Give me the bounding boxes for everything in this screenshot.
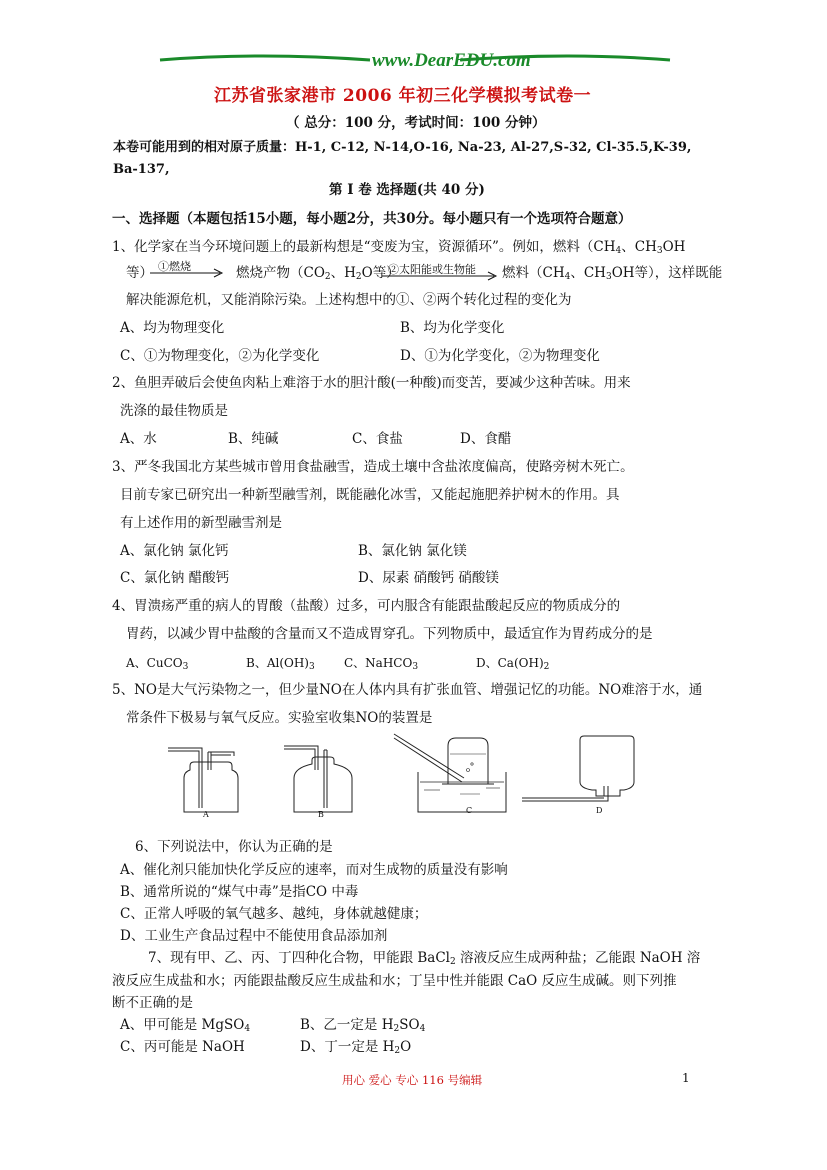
apparatus-a-figure [164, 740, 254, 820]
q4-option-a: A、CuCO$_3$ [126, 656, 189, 672]
q1-line1: 1、化学家在当今环境问题上的最新构想是“变废为宝，资源循环”。例如，燃料（$CH_4$、$CH_3OH$ [112, 239, 686, 256]
q1-line2-mid: 燃烧产物（$CO_2$、$H_2O$等） [236, 265, 400, 282]
apparatus-c-figure [390, 730, 530, 820]
q4-option-b: B、$Al(OH)_3$ [246, 656, 315, 672]
apparatus-b-label: B [318, 810, 324, 819]
q3-line1: 3、严冬我国北方某些城市曾用食盐融雪，造成土壤中含盐浓度偏高，使路旁树木死亡。 [112, 459, 634, 475]
atomic-masses-line1: 本卷可能用到的相对原子质量：H-1, C-12, N-14,O-16, Na-23, Al-27,S-32, Cl-35.5,K-39, [113, 140, 692, 155]
apparatus-a-label: A [203, 810, 209, 819]
q2-line1: 2、鱼胆弄破后会使鱼肉粘上难溶于水的胆汁酸(一种酸)而变苦，要减少这种苦味。用来 [112, 375, 631, 391]
q2-option-d: D、食醋 [460, 431, 512, 447]
q2-option-c: C、食盐 [352, 431, 403, 447]
page-number: 1 [682, 1071, 690, 1085]
q1-option-b: B、均为化学变化 [400, 320, 505, 336]
q1-line2-start: 等） [126, 265, 153, 281]
apparatus-d-label: D [596, 806, 603, 815]
q1-arrow2 [382, 272, 502, 282]
q3-line3: 有上述作用的新型融雪剂是 [120, 515, 282, 531]
q3-option-b: B、氯化钠 氯化镁 [358, 543, 467, 559]
q4-option-c: C、NaHCO$_3$ [344, 656, 419, 672]
apparatus-d-figure [520, 730, 660, 810]
apparatus-c-label: C [466, 806, 473, 815]
q2-option-a: A、水 [120, 431, 157, 447]
q4-line1: 4、胃溃疡严重的病人的胃酸（盐酸）过多，可内服含有能跟盐酸起反应的物质成分的 [112, 598, 621, 614]
q4-option-d: D、$Ca(OH)_2$ [476, 656, 550, 672]
atomic-masses-line2: Ba-137, [113, 162, 170, 177]
q7-option-c: C、丙可能是 NaOH [120, 1039, 245, 1055]
q3-option-c: C、氯化钠 醋酸钙 [120, 570, 230, 586]
part-title: 第 I 卷 选择题(共 40 分) [329, 182, 485, 198]
q1-arrow2-label: ②太阳能或生物能 [388, 263, 476, 276]
q4-line2: 胃药，以减少胃中盐酸的含量而又不造成胃穿孔。下列物质中，最适宜作为胃药成分的是 [126, 626, 653, 642]
q1-line2-end: 燃料（$CH_4$、$CH_3OH$等），这样既能 [502, 265, 723, 282]
q3-line2: 目前专家已研究出一种新型融雪剂，既能融化冰雪，又能起施肥养护树木的作用。具 [120, 487, 620, 503]
q1-option-a: A、均为物理变化 [120, 320, 225, 336]
q2-line2: 洗涤的最佳物质是 [120, 403, 228, 419]
q7-line1: 7、现有甲、乙、丙、丁四种化合物，甲能跟 BaCl$_2$ 溶液反应生成两种盐；乙能跟 NaOH 溶 [148, 950, 701, 967]
q7-line3: 断不正确的是 [112, 995, 193, 1011]
q1-arrow1-label: ①燃烧 [158, 260, 191, 273]
q3-option-d: D、尿素 硝酸钙 硝酸镁 [358, 570, 499, 586]
q6-option-a: A、催化剂只能加快化学反应的速率，而对生成物的质量没有影响 [120, 862, 508, 878]
q6-option-d: D、工业生产食品过程中不能使用食品添加剂 [120, 928, 388, 944]
q3-option-a: A、氯化钠 氯化钙 [120, 543, 229, 559]
q6-option-b: B、通常所说的“煤气中毒”是指CO 中毒 [120, 884, 359, 900]
q2-option-b: B、纯碱 [228, 431, 279, 447]
q5-line1: 5、NO是大气污染物之一，但少量NO在人体内具有扩张血管、增强记忆的功能。NO难溶于水，通 [112, 682, 703, 698]
header-banner-decoration [0, 0, 827, 90]
q1-arrow1 [150, 269, 230, 279]
apparatus-b-figure [278, 740, 368, 820]
footer-slogan: 用心 爱心 专心 116 号编辑 [342, 1073, 483, 1087]
q1-option-d: D、①为化学变化，②为物理变化 [400, 348, 600, 364]
q7-option-b: B、乙一定是 $H_2SO_4$ [300, 1017, 426, 1034]
q1-option-c: C、①为物理变化，②为化学变化 [120, 348, 320, 364]
q7-option-d: D、丁一定是 $H_2O$ [300, 1039, 412, 1056]
q5-line2: 常条件下极易与氧气反应。实验室收集NO的装置是 [126, 710, 433, 726]
page-title: 江苏省张家港市 2006 年初三化学模拟考试卷一 [214, 86, 592, 106]
q6-option-c: C、正常人呼吸的氧气越多、越纯，身体就越健康； [120, 906, 428, 922]
q7-line2: 液反应生成盐和水；丙能跟盐酸反应生成盐和水；丁呈中性并能跟 CaO 反应生成碱。则下列推 [112, 973, 677, 989]
score-time: （ 总分：100 分，考试时间：100 分钟） [286, 115, 546, 131]
section-title: 一、选择题（本题包括15小题，每小题2分，共30分。每小题只有一个选项符合题意） [112, 211, 632, 227]
site-logo: www.DearEDU.com [372, 50, 531, 71]
q7-option-a: A、甲可能是 MgSO$_4$ [120, 1017, 251, 1034]
q6-line1: 6、下列说法中，你认为正确的是 [135, 839, 333, 855]
q1-line3: 解决能源危机，又能消除污染。上述构想中的①、②两个转化过程的变化为 [126, 292, 572, 308]
